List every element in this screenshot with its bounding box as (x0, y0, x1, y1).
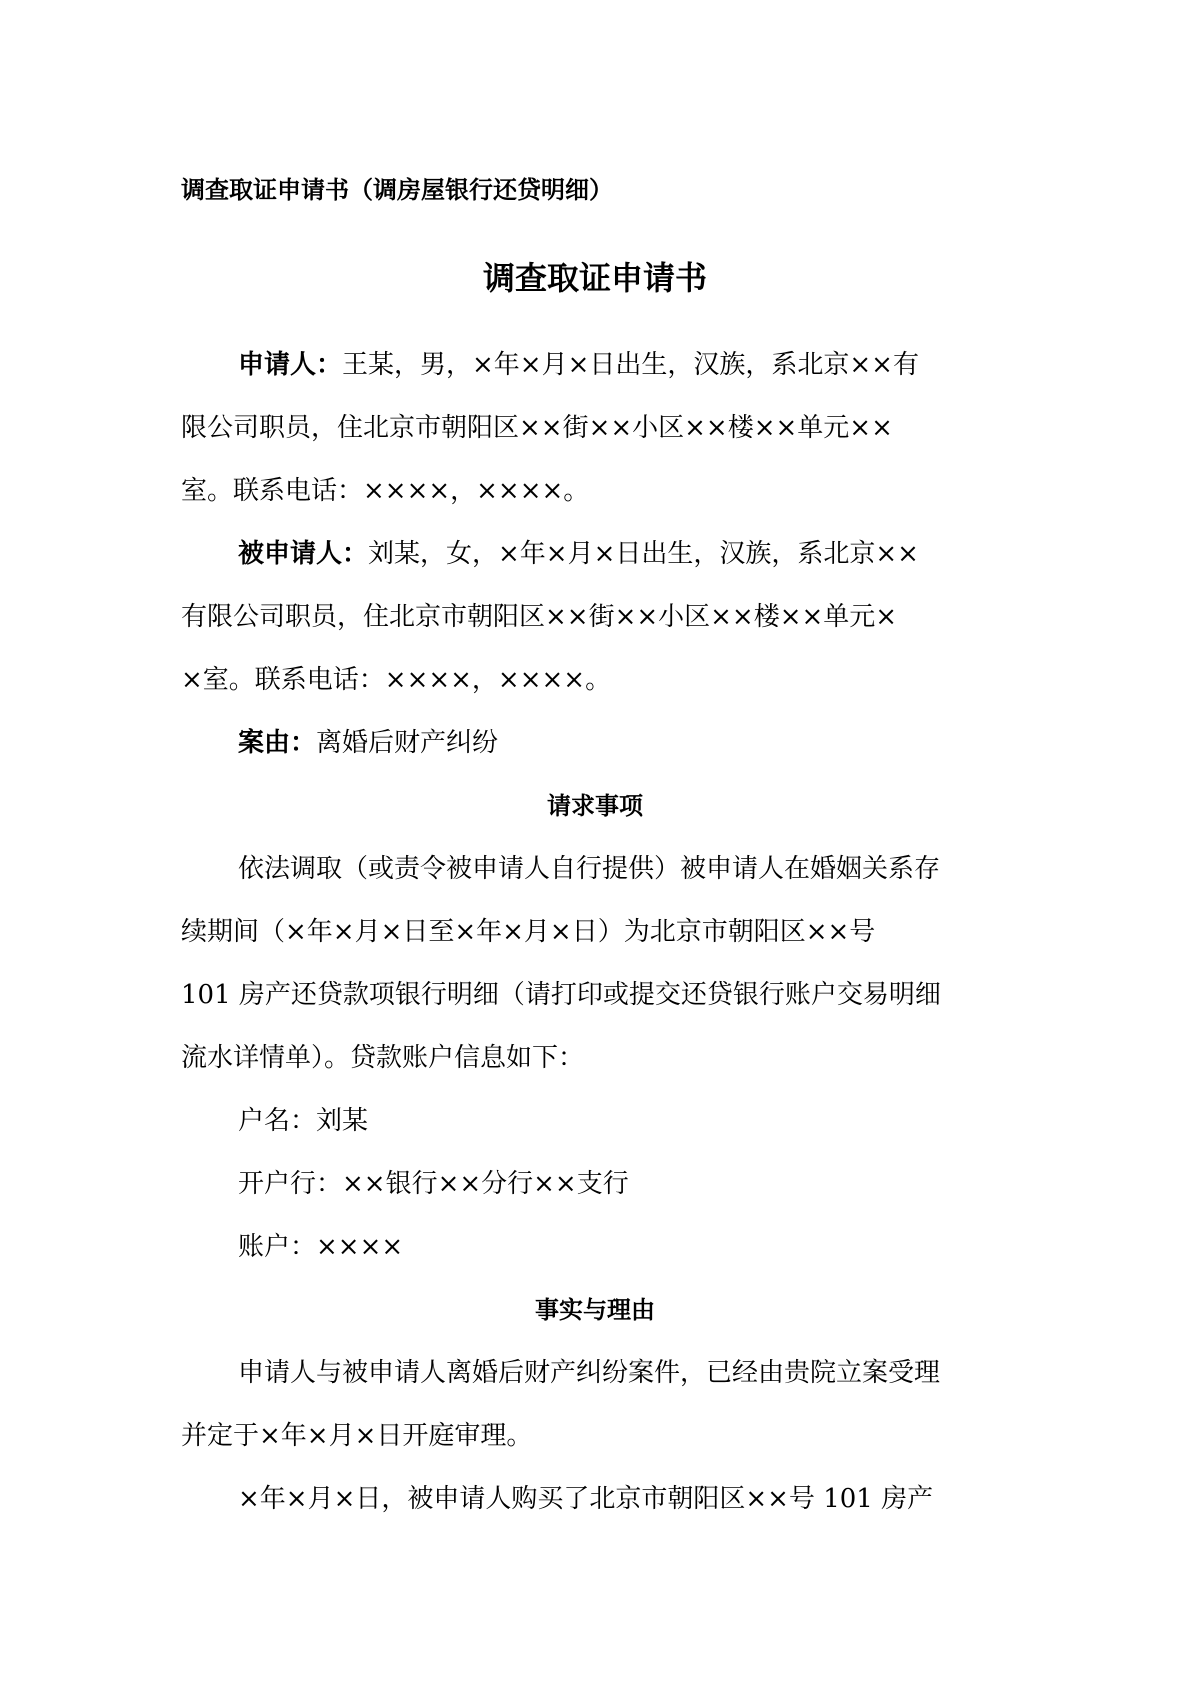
applicant-text: 王某，男，×年×月×日出生，汉族，系北京××有 (342, 350, 919, 380)
facts-line-2: 并定于×年×月×日开庭审理。 (181, 1421, 533, 1451)
respondent-line-2: 有限公司职员，住北京市朝阳区××街××小区××楼××单元× (181, 602, 898, 632)
account-name: 户名：刘某 (238, 1106, 369, 1136)
applicant-line-3: 室。联系电话：××××，××××。 (181, 476, 590, 506)
account-number: 账户：×××× (238, 1232, 404, 1262)
document-title: 调查取证申请书 (482, 259, 707, 297)
cause-label: 案由： (238, 728, 317, 758)
respondent-line-1 (238, 537, 919, 571)
applicant-label: 申请人： (238, 350, 343, 380)
applicant-line-1 (238, 348, 919, 382)
facts-title: 事实与理由 (535, 1296, 655, 1324)
requests-line-4: 流水详情单）。贷款账户信息如下： (181, 1043, 585, 1073)
document-header: 调查取证申请书（调房屋银行还贷明细） (181, 176, 613, 204)
respondent-text: 刘某，女，×年×月×日出生，汉族，系北京×× (368, 539, 919, 569)
facts-line-1: 申请人与被申请人离婚后财产纠纷案件，已经由贵院立案受理 (238, 1358, 941, 1388)
facts-line-3: ×年×月×日，被申请人购买了北京市朝阳区××号 101 房产 (238, 1484, 934, 1514)
requests-title: 请求事项 (547, 792, 643, 820)
cause-line (238, 726, 498, 760)
requests-line-2: 续期间（×年×月×日至×年×月×日）为北京市朝阳区××号 (181, 917, 876, 947)
cause-value: 离婚后财产纠纷 (316, 728, 499, 758)
requests-line-1: 依法调取（或责令被申请人自行提供）被申请人在婚姻关系存 (238, 854, 941, 884)
requests-line-3: 101 房产还贷款项银行明细（请打印或提交还贷银行账户交易明细 (181, 980, 941, 1010)
respondent-label: 被申请人： (238, 539, 369, 569)
applicant-line-2: 限公司职员，住北京市朝阳区××街××小区××楼××单元×× (181, 413, 893, 443)
respondent-line-3: ×室。联系电话：××××，××××。 (181, 665, 612, 695)
account-bank: 开户行：××银行××分行××支行 (238, 1169, 629, 1199)
